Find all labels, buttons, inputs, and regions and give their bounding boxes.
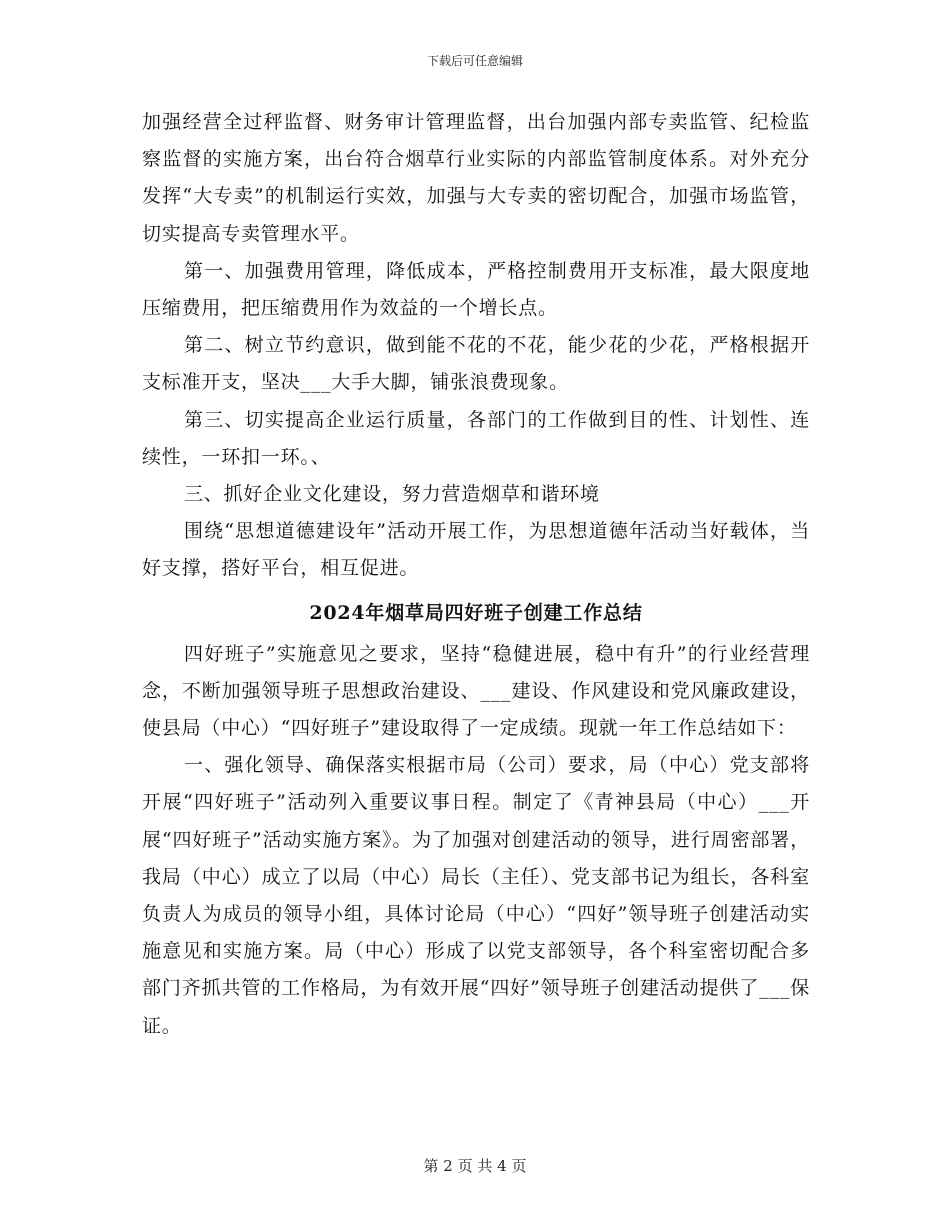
section-heading-culture: 三、抓好企业文化建设，努力营造烟草和谐环境 [184, 483, 600, 506]
paragraph-culture: 围绕“思想道德建设年”活动开展工作，为思想道德年活动当好载体，当好支撑，搭好平台，相互促进。 [142, 520, 810, 580]
paragraph-second-point: 第二、树立节约意识，做到能不花的不花，能少花的少花，严格根据开支标准开支，坚决___大手大脚，铺张浪费现象。 [142, 334, 810, 394]
paragraph-continuation: 加强经营全过秤监督、财务审计管理监督，出台加强内部专卖监管、纪检监察监督的实施方案，出台符合烟草行业实际的内部监管制度体系。对外充分发挥“大专卖”的机制运行实效，加强与大专卖的密切配合，加强市场监管，切实提高专卖管理水平。 [142, 111, 810, 245]
paragraph-intro: 四好班子”实施意见之要求，坚持“稳健进展，稳中有升”的行业经营理念，不断加强领导班子思想政治建设、___建设、作风建设和党风廉政建设，使县局（中心）“四好班子”建设取得了一定成绩。现就一年工作总结如下： [142, 642, 810, 740]
document-body [142, 104, 810, 1045]
paragraph-third-point: 第三、切实提高企业运行质量，各部门的工作做到目的性、计划性、连续性，一环扣一环。、 [142, 408, 810, 468]
page-header: 下载后可任意编辑 [426, 54, 523, 68]
document-title: 2024年烟草局四好班子创建工作总结 [309, 601, 643, 624]
page-footer: 第 2 页 共 4 页 [423, 1157, 527, 1175]
paragraph-leadership: 一、强化领导、确保落实根据市局（公司）要求，局（中心）党支部将开展“四好班子”活动列入重要议事日程。制定了《青神县局（中心）___开展“四好班子”活动实施方案》。为了加强对创建活动的领导，进行周密部署，我局（中心）成立了以局（中心）局长（主任）、党支部书记为组长，各科室负责人为成员的领导小组，具体讨论局（中心）“四好”领导班子创建活动实施意见和实施方案。局（中心）形成了以党支部领导，各个科室密切配合多部门齐抓共管的工作格局，为有效开展“四好”领导班子创建活动提供了___保证。 [142, 754, 810, 1037]
paragraph-first-point: 第一、加强费用管理，降低成本，严格控制费用开支标准，最大限度地压缩费用，把压缩费用作为效益的一个增长点。 [142, 259, 810, 320]
